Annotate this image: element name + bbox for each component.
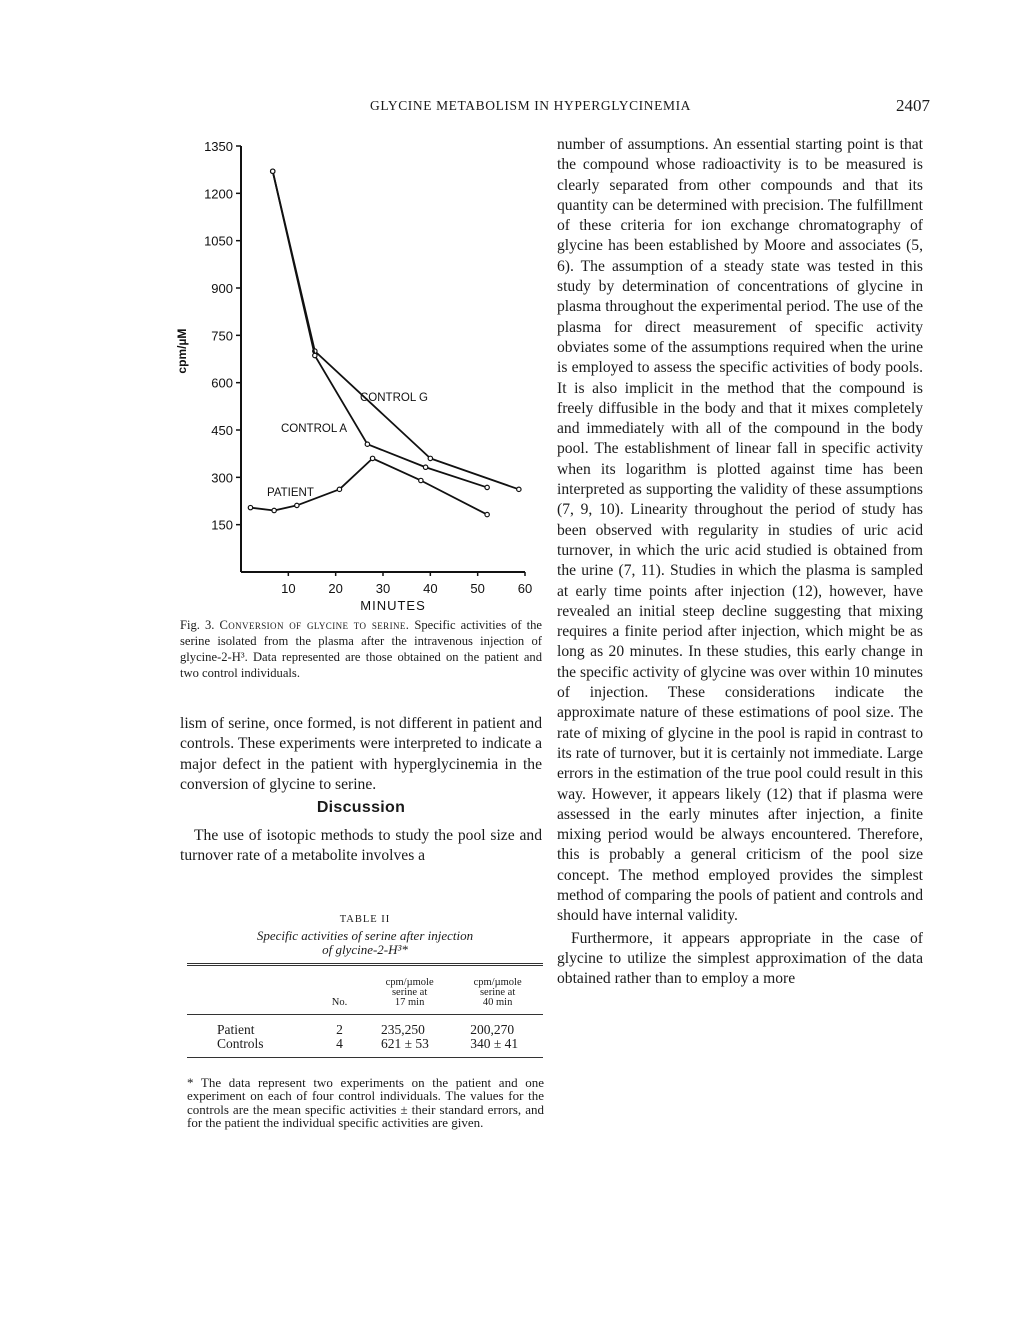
header-40min-line2: serine at bbox=[479, 987, 516, 998]
row-17min: 621 ± 53 bbox=[381, 1036, 429, 1051]
data-point-marker bbox=[248, 505, 252, 509]
row-17min: 235,250 bbox=[381, 1022, 425, 1037]
x-tick-label: 20 bbox=[328, 581, 343, 596]
data-point-marker bbox=[337, 487, 341, 491]
figure-caption-title: Conversion of glycine to serine. bbox=[219, 618, 410, 632]
table-row bbox=[187, 1015, 543, 1038]
header-17min bbox=[367, 966, 452, 1015]
data-point-marker bbox=[423, 465, 427, 469]
data-point-marker bbox=[517, 487, 521, 491]
series-label-control-a: CONTROL A bbox=[281, 423, 348, 435]
paragraph-furthermore: Furthermore, it appears appropriate in the case of glycine to utilize the simplest approximation of the data obtained rather than to employ a more bbox=[557, 929, 923, 988]
row-40min: 340 ± 41 bbox=[470, 1036, 519, 1051]
x-axis-title: MINUTES bbox=[360, 598, 426, 613]
y-tick-label: 1050 bbox=[204, 233, 233, 249]
specific-activity-table bbox=[187, 966, 543, 1057]
table-label: TABLE II bbox=[339, 914, 391, 925]
page-number: 2407 bbox=[896, 96, 930, 115]
figure-caption-text: Specific activities of the serine isolated from the plasma after the intravenous injection of glycine-2-H³. Data represented are those obtained on the patient and two control individuals. bbox=[180, 618, 543, 680]
left-column-text bbox=[180, 714, 542, 867]
data-point-marker bbox=[370, 456, 374, 460]
x-tick-label: 60 bbox=[517, 581, 533, 596]
table-caption bbox=[187, 929, 543, 957]
figure-caption bbox=[180, 617, 542, 681]
y-tick-label: 1350 bbox=[204, 139, 233, 154]
y-tick-label: 450 bbox=[211, 423, 233, 438]
x-tick-label: 50 bbox=[470, 581, 485, 596]
header-17min-line1: cpm/µmole bbox=[385, 977, 434, 988]
table-ii bbox=[187, 914, 543, 1058]
header-40min-line1: cpm/µmole bbox=[473, 977, 522, 988]
table-footnote: * The data represent two experiments on the patient and one experiment on each of four control individuals. The values for the controls are the mean specific activities ± their standard errors, and for the patient the individual specific activities are given. bbox=[187, 1075, 544, 1131]
data-point-marker bbox=[485, 485, 489, 489]
running-head bbox=[370, 98, 930, 118]
right-column-text bbox=[557, 135, 923, 989]
data-point-marker bbox=[365, 442, 369, 446]
row-no: 2 bbox=[336, 1022, 343, 1037]
header-no: No. bbox=[331, 997, 348, 1008]
figure-caption-label: Fig. 3. bbox=[180, 618, 215, 632]
y-axis-title: cpm/µM bbox=[175, 328, 189, 374]
paragraph-discussion-start: The use of isotopic methods to study the pool size and turnover rate of a metabolite involves a bbox=[180, 827, 542, 865]
header-group bbox=[187, 966, 312, 1015]
data-point-marker bbox=[419, 478, 423, 482]
table-header-row bbox=[187, 966, 543, 1015]
row-no: 4 bbox=[336, 1036, 343, 1051]
row-group: Controls bbox=[217, 1036, 264, 1051]
y-tick-label: 600 bbox=[211, 375, 233, 391]
paragraph-results-end: lism of serine, once formed, is not different in patient and controls. These experiments were interpreted to indicate a major defect in the patient with hyperglycinemia in the conversion of glycine to serine. bbox=[180, 715, 542, 794]
series-label-patient: PATIENT bbox=[267, 487, 314, 499]
chart-series bbox=[248, 169, 521, 517]
section-heading-discussion: Discussion bbox=[316, 798, 406, 816]
x-tick-label: 30 bbox=[375, 581, 391, 596]
table-row bbox=[187, 1037, 543, 1057]
series-line-control-a bbox=[273, 171, 487, 487]
table-caption-line-1: Specific activities of serine after injection bbox=[256, 928, 474, 943]
paragraph-assumptions: number of assumptions. An essential starting point is that the compound whose radioactivity is to be measured is clearly separated from other compounds and that its quantity can be determined with precision. The fulfillment of these criteria for ion exchange chromatography of glycine has been established by Moore and associates (5, 6). The assumption of a steady state was tested in this study by determination of concentrations of glycine in plasma throughout the experimental period. The use of the plasma for direct measurement of specific activity obviates some of the assumptions required when the urine is employed to assess the specific activities of body pools. It is also implicit in the method that the compound is freely diffusible in the body and that it mixes completely and immediately with all of the compound in the body pool. The establishment of linear fall in specific activity when its logarithm is plotted against time has been interpreted as supporting the validity of these assumptions (7, 9, 10). Linearity throughout the period of study has been observed with regularity in studies of uric acid turnover, in which the uric acid studied is obtained from the urine (7, 11). Studies in which the plasma is sampled at early time points after injection (12), however, have revealed an initial steep decline suggesting that mixing requires a finite period after injection, which might be as long as 20 minutes. In these studies, this early change in the specific activity of glycine was over within 10 minutes of injection. These considerations indicate the approximate nature of these estimations of pool size. The rate of mixing of glycine in the pool is rapid in contrast to its rate of turnover, but it is certainly not immediate. Large errors in the estimation of the true pool could result in this way. However, it appears likely (12) that if plasma were assessed in the early minutes after injection, a finite mixing period would be always encountered. Therefore, this is probably a general criticism of the pool size concept. The method employed provides the simplest method of comparing the pools of patient and controls and should have internal validity. bbox=[557, 136, 923, 925]
header-40min-line3: 40 min bbox=[482, 997, 513, 1008]
journal-running-title: GLYCINE METABOLISM IN HYPERGLYCINEMIA bbox=[370, 98, 692, 113]
header-40min bbox=[452, 966, 543, 1015]
y-tick-label: 1200 bbox=[204, 186, 233, 202]
line-chart bbox=[160, 135, 550, 615]
data-point-marker bbox=[485, 512, 489, 516]
figure-3-chart bbox=[160, 135, 550, 615]
x-tick-label: 10 bbox=[281, 581, 296, 596]
data-point-marker bbox=[272, 508, 276, 512]
data-point-marker bbox=[428, 456, 432, 460]
table-bottom-rule bbox=[187, 1057, 543, 1058]
header-17min-line2: serine at bbox=[391, 987, 428, 998]
y-tick-label: 300 bbox=[211, 470, 233, 486]
chart-axes bbox=[175, 139, 532, 613]
y-tick-label: 150 bbox=[211, 517, 233, 533]
table-caption-line-2: of glycine-2-H³* bbox=[322, 942, 408, 957]
header-17min-line3: 17 min bbox=[394, 997, 425, 1008]
data-point-marker bbox=[271, 169, 275, 173]
y-tick-label: 750 bbox=[211, 328, 233, 344]
data-point-marker bbox=[313, 353, 317, 357]
data-point-marker bbox=[295, 503, 299, 507]
row-group: Patient bbox=[217, 1022, 255, 1037]
x-tick-label: 40 bbox=[423, 581, 438, 596]
series-label-control-g: CONTROL G bbox=[360, 392, 428, 404]
y-tick-label: 900 bbox=[211, 281, 233, 296]
row-40min: 200,270 bbox=[470, 1022, 515, 1037]
